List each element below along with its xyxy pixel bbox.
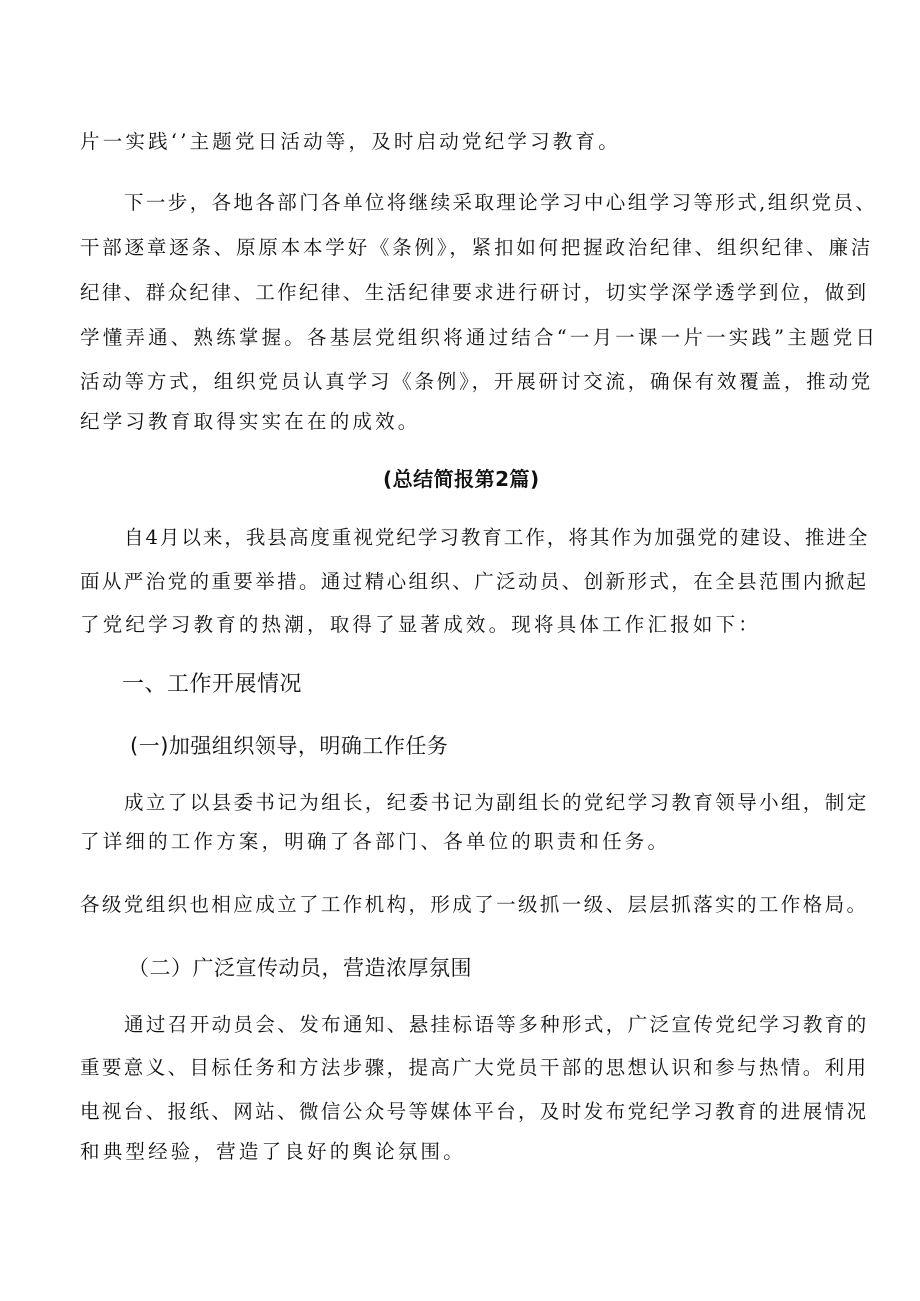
intro-line-3: 了党纪学习教育的热潮，取得了显著成效。现将具体工作汇报如下： <box>80 613 762 636</box>
para-next-step-line-2: 干部逐章逐条、原原本本学好《条例》，紧扣如何把握政治纪律、组织纪律、廉洁 <box>80 236 874 259</box>
subheading-organization: (一)加强组织领导，明确工作任务 <box>130 734 449 758</box>
para-publicity-line-2: 重要意义、目标任务和方法步骤，提高广大党员干部的思想认识和参与热情。利用 <box>80 1056 869 1079</box>
intro-line-1: 自4月以来，我县高度重视党纪学习教育工作，将其作为加强党的建设、推进全 <box>124 526 870 549</box>
para-org-line-2: 了详细的工作方案，明确了各部门、各单位的职责和任务。 <box>80 830 671 853</box>
top-line: 片一实践‘’主题党日活动等，及时启动党纪学习教育。 <box>80 130 621 153</box>
para-next-step-line-6: 纪学习教育取得实实在在的成效。 <box>80 410 421 433</box>
subheading-publicity: （二）广泛宣传动员，营造浓厚氛围 <box>128 956 472 980</box>
para-publicity-line-1: 通过召开动员会、发布通知、悬挂标语等多种形式，广泛宣传党纪学习教育的 <box>124 1013 869 1036</box>
intro-line-2: 面从严治党的重要举措。通过精心组织、广泛动员、创新形式，在全县范围内掀起 <box>80 570 869 593</box>
para-next-step-line-4: 学懂弄通、熟练掌握。各基层党组织将通过结合“一月一课一片一实践”主题党日 <box>80 326 879 349</box>
para-publicity-line-3: 电视台、报纸、网站、微信公众号等媒体平台，及时发布党纪学习教育的进展情况 <box>80 1100 869 1123</box>
para-next-step-line-5: 活动等方式，组织党员认真学习《条例》，开展研讨交流，确保有效覆盖，推动党 <box>80 370 874 393</box>
para-next-step-line-1: 下一步，各地各部门各单位将继续采取理论学习中心组学习等形式,组织党员、 <box>124 191 878 214</box>
heading-work-status: 一、工作开展情况 <box>122 672 303 697</box>
para-org-line-1: 成立了以县委书记为组长，纪委书记为副组长的党纪学习教育领导小组，制定 <box>124 791 869 814</box>
para-next-step-line-3: 纪律、群众纪律、工作纪律、生活纪律要求进行研讨，切实学深学透学到位，做到 <box>80 281 869 304</box>
para-org-2: 各级党组织也相应成立了工作机构，形成了一级抓一级、层层抓落实的工作格局。 <box>80 893 869 916</box>
para-publicity-line-4: 和典型经验，营造了良好的舆论氛围。 <box>80 1140 466 1163</box>
section-title: (总结简报第2篇) <box>383 467 540 491</box>
